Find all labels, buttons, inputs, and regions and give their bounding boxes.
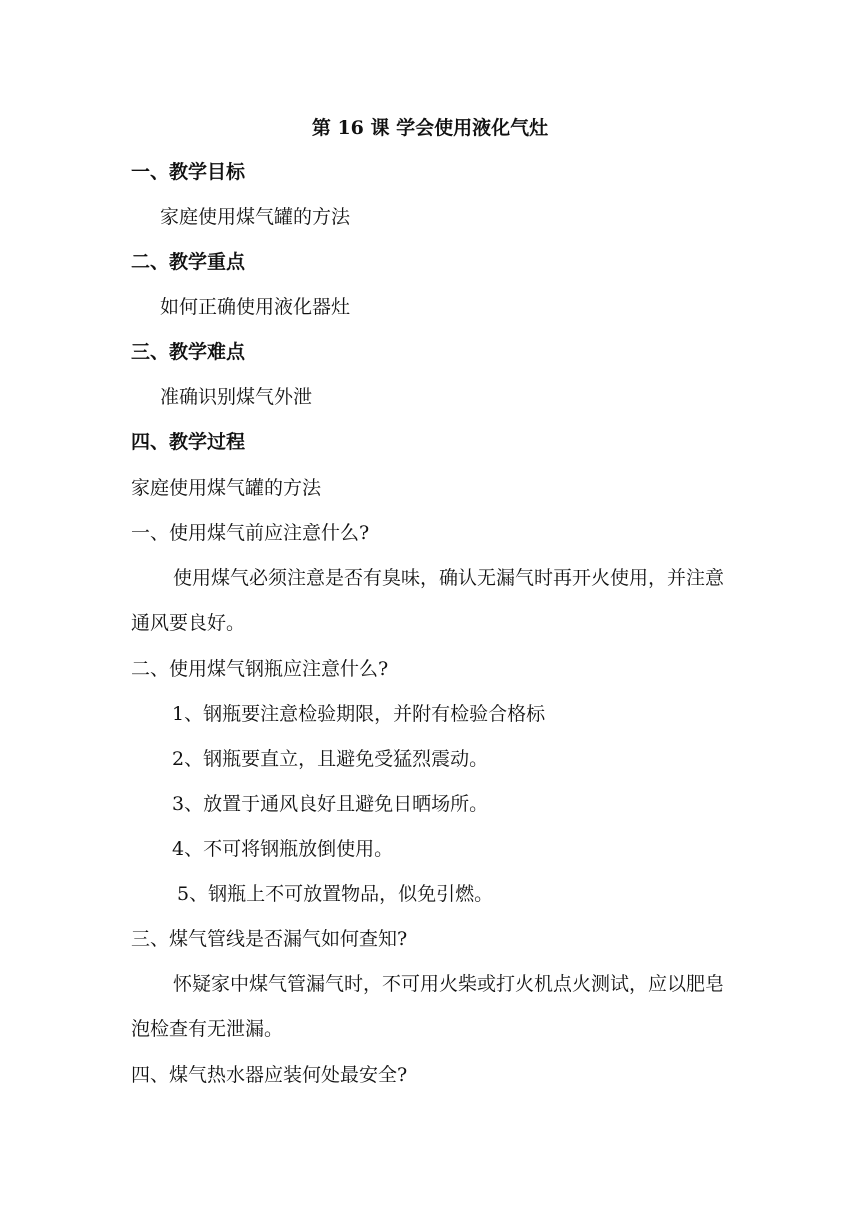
section-heading-key-points: 二、教学重点 (131, 251, 246, 273)
process-intro: 家庭使用煤气罐的方法 (131, 477, 322, 499)
section-body-key-points: 如何正确使用液化器灶 (160, 296, 351, 318)
section-heading-process: 四、教学过程 (131, 431, 246, 453)
answer-1: 使用煤气必须注意是否有臭味，确认无漏气时再开火使用，并注意通风要良好。 (131, 567, 725, 634)
section-body-difficulties: 准确识别煤气外泄 (160, 386, 313, 408)
question-1: 一、使用煤气前应注意什么? (131, 522, 370, 544)
section-heading-objectives: 一、教学目标 (131, 161, 246, 183)
answer-2-item-3: 3、放置于通风良好且避免日晒场所。 (172, 793, 489, 815)
question-4: 四、煤气热水器应装何处最安全? (131, 1064, 408, 1086)
answer-2-item-1: 1、钢瓶要注意检验期限，并附有检验合格标 (172, 703, 546, 725)
question-3: 三、煤气管线是否漏气如何查知? (131, 928, 408, 950)
answer-2-item-2: 2、钢瓶要直立，且避免受猛烈震动。 (172, 748, 489, 770)
question-2: 二、使用煤气钢瓶应注意什么? (131, 658, 389, 680)
answer-3: 怀疑家中煤气管漏气时，不可用火柴或打火机点火测试，应以肥皂泡检查有无泄漏。 (131, 973, 725, 1040)
section-body-objectives: 家庭使用煤气罐的方法 (160, 206, 351, 228)
lesson-title: 第 16 课 学会使用液化气灶 (311, 117, 549, 139)
answer-2-item-5: 5、钢瓶上不可放置物品，似免引燃。 (177, 883, 494, 905)
section-heading-difficulties: 三、教学难点 (131, 341, 246, 363)
answer-2-item-4: 4、不可将钢瓶放倒使用。 (172, 838, 394, 860)
